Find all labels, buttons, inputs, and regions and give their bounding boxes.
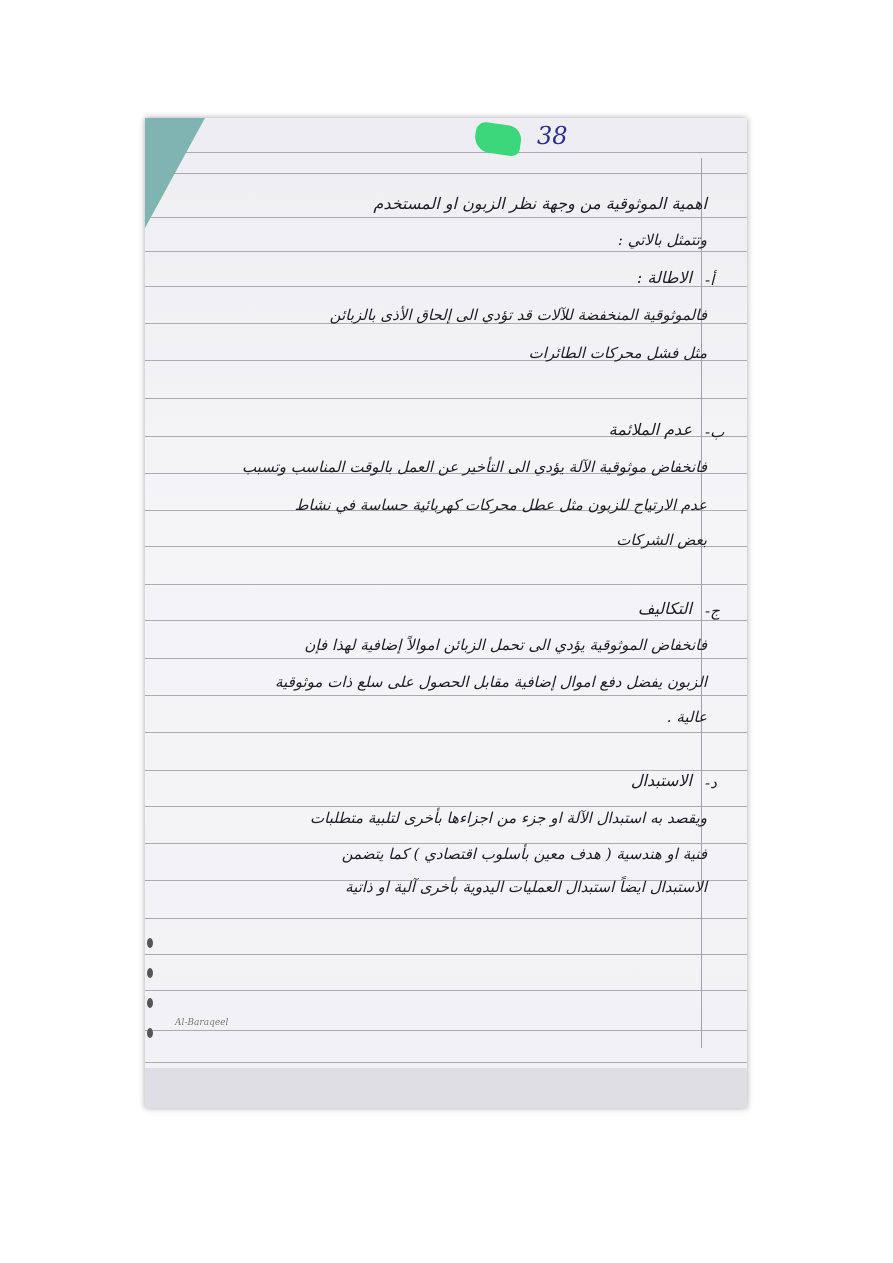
section-c-line-1: فانخفاض الموثوقية يؤدي الى تحمل الزبائن اموالاً إضافية لهذا فإن (304, 636, 707, 654)
section-b-marker: ب- (705, 423, 725, 441)
section-c-line-3: عالية . (666, 708, 707, 726)
section-b-line-1: فانخفاض موثوقية الآلة يؤدي الى التأخير عن العمل بالوقت المناسب وتسبب (241, 458, 707, 476)
section-d-marker: د- (705, 774, 717, 792)
ruled-line (145, 217, 747, 218)
folded-corner (145, 118, 205, 228)
section-c-line-2: الزبون يفضل دفع اموال إضافية مقابل الحصول على سلع ذات موثوقية (275, 673, 707, 691)
section-c-heading: التكاليف (637, 599, 692, 618)
notebook-brand: Al-Baraqeel (175, 1018, 229, 1028)
punch-hole (147, 968, 153, 978)
ruled-line (145, 658, 747, 659)
punch-hole (147, 1028, 153, 1038)
intro-line-1: اهمية الموثوقية من وجهة نظر الزبون او المستخدم (373, 194, 707, 213)
section-b-line-2: عدم الارتياح للزبون مثل عطل محركات كهربائية حساسة في نشاط (294, 496, 707, 514)
section-a-line-1: فالموثوقية المنخفضة للآلات قد تؤدي الى إلحاق الأذى بالزبائن (329, 306, 707, 324)
ruled-line (145, 1030, 747, 1031)
section-d-heading: الاستبدال (630, 771, 692, 790)
section-a-line-2: مثل فشل محركات الطائرات (528, 344, 707, 362)
section-d-line-2: فنية او هندسية ( هدف معين بأسلوب اقتصادي ) كما يتضمن (341, 845, 707, 863)
ruled-line (145, 584, 747, 585)
ruled-line (145, 398, 747, 399)
section-d-line-1: ويقصد به استبدال الآلة او جزء من اجزاءها بأخرى لتلبية متطلبات (310, 809, 707, 827)
page-number: 38 (537, 122, 568, 150)
intro-line-2: وتتمثل بالاتي : (617, 231, 707, 249)
section-b-line-3: بعض الشركات (616, 531, 707, 549)
section-d-line-3: الاستبدال ايضاً استبدال العمليات اليدوية بأخرى آلية او ذاتية (345, 878, 707, 896)
margin-line (701, 158, 702, 1048)
punch-hole (147, 938, 153, 948)
ruled-line (145, 695, 747, 696)
ruled-line (145, 806, 747, 807)
scanned-notebook-page (145, 118, 747, 1108)
ruled-line (145, 843, 747, 844)
section-b-heading: عدم الملائمة (608, 420, 692, 439)
section-a-heading: الاطالة : (636, 268, 692, 287)
punch-hole (147, 998, 153, 1008)
ruled-line (145, 918, 747, 919)
ruled-line (145, 1062, 747, 1063)
ruled-line (145, 251, 747, 252)
ruled-line (145, 620, 747, 621)
section-a-marker: أ- (705, 271, 715, 289)
ruled-line (145, 152, 747, 153)
ruled-line (145, 173, 747, 174)
page-bottom-band (145, 1068, 747, 1108)
ruled-line (145, 732, 747, 733)
section-c-marker: ج- (705, 602, 720, 620)
ruled-line (145, 990, 747, 991)
ruled-line (145, 954, 747, 955)
